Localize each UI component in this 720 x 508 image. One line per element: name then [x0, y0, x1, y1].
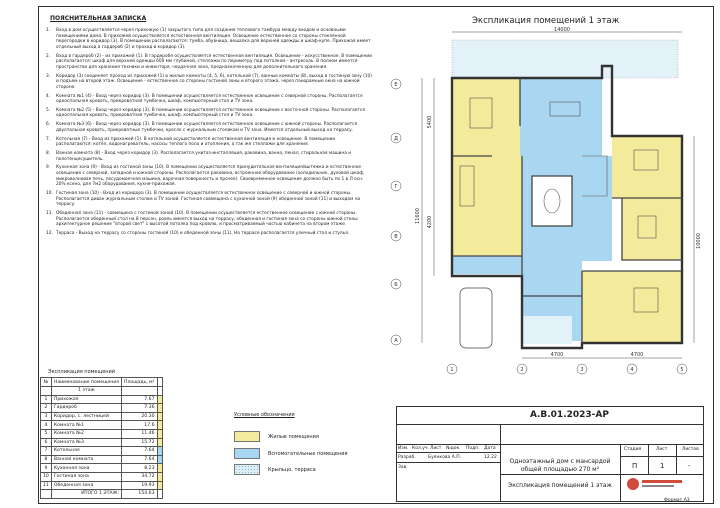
note-item	[46, 122, 372, 133]
room-bath	[532, 176, 572, 226]
legend-item	[234, 448, 348, 459]
axis-marker	[391, 79, 401, 89]
cell-class-swatch	[157, 412, 162, 421]
table-row	[41, 421, 163, 430]
note-item	[46, 94, 372, 105]
table-total-row	[41, 490, 163, 499]
rooms-table	[40, 377, 163, 499]
table-row	[41, 404, 163, 413]
axis-marker	[677, 364, 687, 374]
note-item	[46, 211, 372, 228]
dim-left-a: 5400	[427, 115, 433, 129]
cell-class-swatch	[157, 472, 162, 481]
cell-area: 7.64	[122, 455, 157, 464]
cell-area: 34.72	[122, 472, 157, 481]
note-item	[46, 151, 372, 162]
legend-title: Условные обозначения	[234, 412, 295, 418]
note-number: 6.	[46, 122, 51, 128]
note-number: 12.	[46, 230, 53, 236]
cell-area: 8.23	[122, 464, 157, 473]
cell-area: 19.93	[122, 481, 157, 490]
cell-name: Обеденная зона	[51, 481, 121, 490]
room-boiler	[452, 256, 522, 274]
svg-text:1: 1	[450, 367, 454, 373]
stamp-col: Лист	[430, 446, 442, 451]
cell-area: 20.30	[122, 412, 157, 421]
note-text: Комната №1 (4) - Вход через коридор (3). В помещении осуществляется естественное освещение с северной стороны. Располагается односпальная кровать, прикроватная тумбочка, шкаф, компьютерный стол и TV зона.	[56, 93, 363, 105]
table-section-row	[41, 387, 163, 396]
note-text: Коридор (3) соединяет проход из прихожей (1) в жилые комнаты (4, 5, 6), котельной (7), ванные комнаты (8), выход в гостиную зону (10) и подъем на второй этаж. Освещение - естественное со стороны гостиной зоны и второго этажа, через панорамные окна на южной стороне.	[56, 73, 372, 90]
cell-num: 4	[41, 421, 52, 430]
legend-swatch-terrace	[234, 464, 260, 475]
stamp-role: Зав.	[398, 465, 408, 470]
legend-label: Вспомогательные помещения	[268, 450, 348, 457]
explanatory-notes	[46, 28, 372, 240]
sheet-value: 1	[660, 462, 665, 470]
note-text: Гостиная зона (10) - Вход из коридора (3). В помещении осуществляется естественное освещение с северной и южной стороны. Располагается диван журнальным столом и TV зоной. Гостиная совмещена с кухонной зоной (9) обеденной зоной (11) и выходом на террасу.	[56, 190, 361, 208]
note-number: 10.	[46, 190, 53, 196]
legend-swatch-living	[234, 431, 260, 442]
section-label: 1 этаж	[51, 387, 121, 396]
svg-text:3: 3	[580, 367, 584, 373]
axis-marker	[627, 364, 637, 374]
cell-class-swatch	[157, 438, 162, 447]
note-number: 8.	[46, 151, 51, 156]
cell-class-swatch	[157, 404, 162, 413]
cell-area: 7.36	[122, 404, 157, 413]
legend-label: Крыльцо, терраса	[268, 466, 316, 473]
cell-num: 5	[41, 429, 52, 438]
table-row	[41, 455, 163, 464]
sheet-name: Экспликация помещений 1 этаж	[508, 482, 612, 489]
sheet-header: Лист	[656, 447, 668, 452]
svg-text:В: В	[394, 234, 398, 240]
cell-name: Комната №1	[51, 421, 121, 430]
note-text: Терраса - Выход на террасу со стороны гостиной (10) и обеденной зоны (11). На террасе располагается уличный стол и стулья.	[56, 230, 350, 236]
cell-area: 7.67	[122, 395, 157, 404]
cell-num: 10	[41, 472, 52, 481]
total-label: ИТОГО 1 ЭТАЖ:	[51, 490, 121, 499]
note-number: 7.	[46, 136, 51, 142]
table-row	[41, 447, 163, 456]
stage-value: П	[632, 462, 638, 470]
stamp-col: Дата	[484, 446, 496, 451]
cell-name: Комната №3	[51, 438, 121, 447]
note-item	[46, 28, 372, 50]
room-bedroom-3	[612, 136, 682, 198]
cell-area: 7.64	[122, 447, 157, 456]
axis-marker	[391, 231, 401, 241]
stage-header: Стадия	[624, 447, 642, 452]
legend-item	[234, 431, 319, 442]
cell-area: 15.72	[122, 438, 157, 447]
legend-swatch-aux	[234, 448, 260, 459]
cell-name: Кухонная зона	[51, 464, 121, 473]
note-item	[46, 165, 372, 187]
stamp-date: 12.22	[484, 455, 497, 460]
note-number: 4.	[46, 93, 51, 99]
cell-num: 1	[41, 395, 52, 404]
note-text: Комната №3 (6) - Вход через коридор (3). В помещении осуществляется естественное освещение с южной стороны. Располагается двуспальная кровать, прикроватные тумбочки, кресло с журнальным столиком и TV зона. Имеется отдельный выход на террасу.	[56, 122, 358, 133]
note-text: Обеденная зона (11) - совмещена с гостиной зоной (10). В помещении осуществляется естественное освещение с южной стороны. Располагается обеденный стол на 8 персон, рояль имеется выход на террасу, обеденная и гостиная зона со стороны южной стены архитектурное решение "второй свет" с высотой потолка под кровлю, и просматриваемый частью кабинета на втором этаже.	[56, 210, 358, 228]
plan-title: Экспликация помещений 1 этаж	[472, 16, 620, 26]
floor-plan	[382, 26, 712, 376]
cell-num: 6	[41, 438, 52, 447]
dim-left-total: 11600	[415, 208, 421, 224]
org-logo-icon	[625, 476, 687, 492]
note-text: Вход в дом осуществляется через прихожую (1) закрытого типа для создания теплового тамбура между входом и основными помещениями дома. В прихожей осуществляется естественная вентиляция. Освещение естественное со стороны стеклянной перегородки в коридор (3). В помещении располагаются: тумба, обувница, вешалка для верхней одежды и шкаф-купе. Прихожая имеет отдельный выход в гардероб (2) и проход в коридор (3).	[56, 28, 371, 50]
cell-class-swatch	[157, 464, 162, 473]
svg-text:5: 5	[680, 367, 684, 373]
cell-num: 11	[41, 481, 52, 490]
note-number: 2.	[46, 53, 51, 59]
svg-text:Г: Г	[394, 184, 398, 190]
cell-area: 17.6	[122, 421, 157, 430]
cell-name: Коридор, с. лестницей	[51, 412, 121, 421]
cell-class-swatch	[157, 421, 162, 430]
note-item	[46, 54, 372, 71]
note-number: 5.	[46, 107, 51, 113]
note-text: Комната №2 (5) - Вход через коридор (3). В помещении осуществляется естественное освещение с восточной стороны. Располагается односпальная кровать, прикроватная тумбочка, шкаф, компьютерный стол и TV зона.	[56, 107, 365, 119]
axis-marker	[391, 279, 401, 289]
svg-text:Д: Д	[394, 136, 398, 142]
cell-area: 11.46	[122, 429, 157, 438]
car-icon	[460, 288, 492, 348]
room-living-stair	[520, 78, 602, 156]
note-item	[46, 108, 372, 119]
cell-class-swatch	[157, 481, 162, 490]
cell-class-swatch	[157, 429, 162, 438]
sheets-value: -	[688, 462, 691, 470]
col-num: №	[41, 378, 52, 387]
dim-top: 14000	[554, 27, 570, 33]
porch	[522, 316, 572, 344]
table-row	[41, 429, 163, 438]
table-header-row	[41, 378, 163, 387]
cell-class-swatch	[157, 395, 162, 404]
dim-bottom-b: 4700	[630, 352, 644, 358]
table-row	[41, 395, 163, 404]
sheets-header: Листов	[682, 447, 699, 452]
document-code: А.В.01.2023-АР	[530, 410, 609, 420]
cell-name: Комната №2	[51, 429, 121, 438]
svg-text:4: 4	[630, 367, 634, 373]
note-number: 9.	[46, 165, 51, 171]
cell-num: 3	[41, 412, 52, 421]
stamp-name: Буянкова А.П.	[428, 455, 462, 460]
cell-num: 7	[41, 447, 52, 456]
dim-bottom-a: 4700	[550, 352, 564, 358]
project-description: Одноэтажный дом с мансардой общей площадью 270 м²	[509, 458, 611, 473]
axis-marker	[391, 335, 401, 345]
cell-class-swatch	[157, 447, 162, 456]
axis-marker	[447, 364, 457, 374]
cell-class-swatch	[157, 455, 162, 464]
svg-text:2: 2	[520, 367, 524, 373]
dim-right: 10000	[696, 233, 702, 249]
svg-text:Б: Б	[394, 282, 398, 288]
axis-marker	[391, 181, 401, 191]
note-item	[46, 231, 372, 237]
cell-name: Гардероб	[51, 404, 121, 413]
terrace-top	[452, 40, 678, 78]
room-bedroom-1	[582, 271, 682, 343]
svg-text:А: А	[394, 338, 398, 344]
stamp-col: Кол.уч.	[412, 446, 430, 451]
note-text: Кухонная зона (9) - Вход из гостиной зоны (10). В помещении осуществляется принудительная вентиляция/вытяжка и естественное освещение с северной, западной и южной стороны. Располагается раковина, встроенное оборудование (холодильник, духовой шкаф, микроволновая печь, посудомоечная машина, варочная поверхность и прочее). Своевременное освещение должно быть по 1 в Л осн. 20% ксено, для 7м2 оборудования, кухня-прихожая.	[56, 165, 365, 188]
note-number: 11.	[46, 210, 53, 216]
dim-left-b: 4200	[427, 215, 433, 229]
note-item	[46, 191, 372, 208]
room-bedroom-2	[622, 198, 682, 260]
col-name: Наименование помещения	[51, 378, 121, 387]
table-row	[41, 481, 163, 490]
cell-num: 2	[41, 404, 52, 413]
col-area: Площадь, м²	[122, 378, 157, 387]
note-number: 3.	[46, 73, 51, 79]
note-item	[46, 74, 372, 91]
stamp-col: Подп.	[466, 446, 480, 451]
legend-item	[234, 464, 316, 475]
cell-num: 8	[41, 455, 52, 464]
note-text: Вход в гардероб (2) - из прихожей (1). В гардеробе осуществляется естественная вентиляция. Освещение - искусственное. В помещении располагается: шкаф для верхней одежды 600 мм глубиной, стеллажи по периметру под потолком - антресоль. В полном имеется пространство для хранения техники и инвентаря, чердачная зона, предназначенную для дополнительного хранения.	[56, 53, 372, 70]
total-value: 154.63	[122, 490, 157, 499]
rooms-table-title: Экспликация помещений	[48, 369, 116, 375]
notes-title: ПОЯСНИТЕЛЬНАЯ ЗАПИСКА	[50, 15, 147, 22]
note-text: Котельная (7) - Вход из прихожей (1). В котельной осуществляется естественная вентиляция и освещение. В помещении располагаются: котёл, водонагреватель, насосы теплого пола и отопления, а так же стеллажи для хранения.	[56, 136, 336, 148]
note-text: Ванная комната (8) - Вход через коридор (3). Располагается унитаз-инсталляция, раковина, ванна, пенал, стиральная машина и полотенцесушитель.	[56, 151, 352, 162]
cell-num: 9	[41, 464, 52, 473]
stamp-col: Изм.	[398, 446, 409, 451]
axis-marker	[391, 133, 401, 143]
stamp-role: Разраб.	[398, 455, 416, 460]
cell-name: Гостиная зона	[51, 472, 121, 481]
legend-label: Жилые помещения	[268, 433, 319, 440]
cell-name: Котельная	[51, 447, 121, 456]
sheet-format: Формат А3	[664, 498, 690, 503]
table-row	[41, 464, 163, 473]
note-number: 1.	[46, 28, 51, 33]
cell-name: Ванная комната	[51, 455, 121, 464]
axis-marker	[577, 364, 587, 374]
svg-text:Е: Е	[394, 82, 398, 88]
col-class	[157, 378, 162, 387]
table-row	[41, 412, 163, 421]
note-item	[46, 137, 372, 148]
cell-name: Прихожая	[51, 395, 121, 404]
stamp-col: №док.	[446, 446, 461, 451]
table-row	[41, 438, 163, 447]
axis-marker	[517, 364, 527, 374]
table-row	[41, 472, 163, 481]
